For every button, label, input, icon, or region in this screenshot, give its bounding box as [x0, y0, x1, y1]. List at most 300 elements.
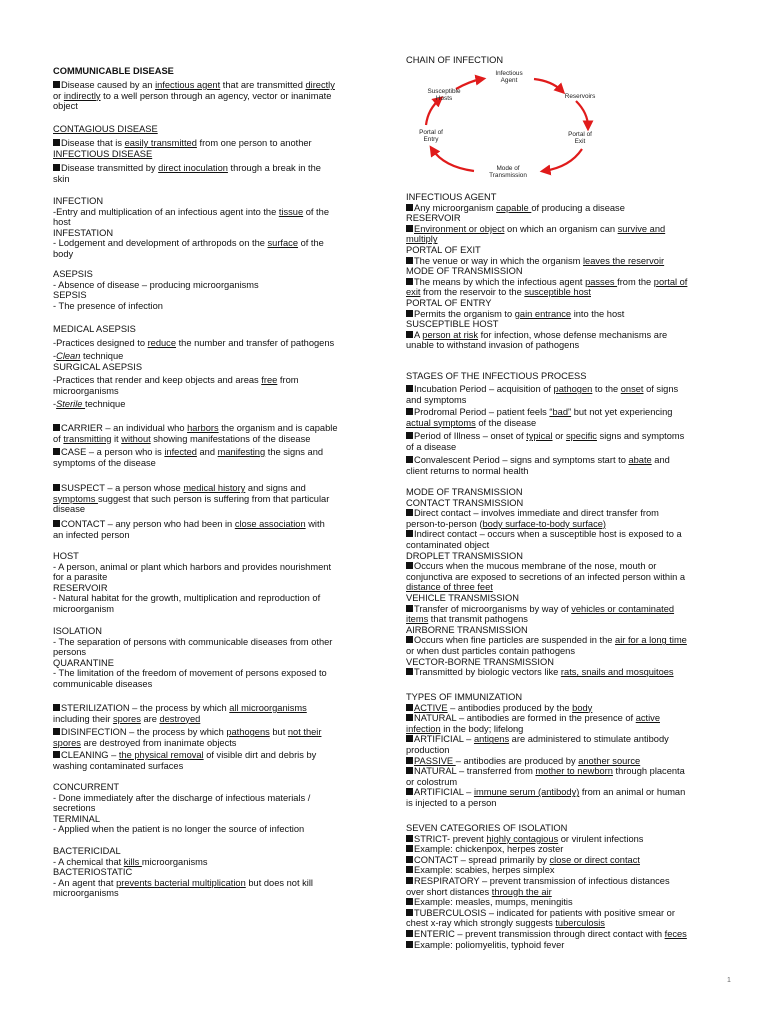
- bullet-square-icon: [406, 509, 413, 516]
- bullet-square-icon: [53, 424, 60, 431]
- text-run: but not yet experiencing: [571, 407, 673, 417]
- text-line: [406, 625, 730, 636]
- text-run: HOST: [53, 551, 79, 561]
- bullet-square-icon: [406, 714, 413, 721]
- left-block: [53, 727, 371, 748]
- text-run: rats, snails and mosquitoes: [560, 667, 674, 678]
- text-line: [53, 668, 371, 679]
- text-line: [406, 519, 730, 530]
- text-run: is injected to a person: [406, 797, 497, 808]
- text-run: the signs and: [265, 447, 324, 457]
- text-run: CLEANING –: [61, 750, 119, 760]
- text-line: [406, 442, 730, 453]
- text-line: [53, 269, 371, 280]
- text-run: gain entrance: [514, 308, 572, 319]
- text-line: [53, 217, 371, 228]
- text-run: DISINFECTION – the process by which: [61, 727, 227, 737]
- chain-of-infection-diagram: [404, 67, 604, 183]
- text-line: [406, 266, 730, 277]
- text-run: all microorganisms: [229, 703, 307, 713]
- text-run: RESERVOIR: [406, 213, 461, 224]
- text-run: SUSPECT – a person whose: [61, 483, 184, 493]
- text-line: [406, 551, 730, 562]
- text-run: that are transmitted: [220, 80, 306, 90]
- text-run: infection: [406, 723, 441, 734]
- text-run: of: [53, 433, 64, 444]
- text-run: prevents bacterial multiplication: [116, 877, 246, 888]
- text-line: [53, 290, 371, 301]
- text-line: [406, 657, 730, 668]
- text-line: [53, 80, 371, 91]
- text-line: [406, 192, 730, 203]
- bullet-square-icon: [406, 845, 413, 852]
- text-line: [53, 637, 371, 648]
- text-line: [406, 572, 730, 583]
- text-run: STAGES OF THE INFECTIOUS PROCESS: [406, 371, 587, 381]
- text-run: A: [414, 329, 423, 340]
- bullet-square-icon: [53, 751, 60, 758]
- text-line: [53, 301, 371, 312]
- text-line: [406, 431, 730, 442]
- text-run: ACTIVE: [414, 702, 448, 713]
- text-run: production: [406, 744, 450, 755]
- bullet-square-icon: [406, 225, 413, 232]
- text-run: RESERVOIR: [53, 582, 108, 593]
- text-line: [53, 888, 371, 899]
- text-line: [53, 738, 371, 749]
- text-line: [406, 604, 730, 615]
- text-line: [406, 834, 730, 845]
- text-line: [53, 593, 371, 604]
- text-run: Disease caused by an: [61, 80, 156, 90]
- bullet-square-icon: [53, 704, 60, 711]
- text-line: [53, 174, 371, 185]
- text-line: [406, 734, 730, 745]
- text-run: INFECTIOUS DISEASE: [53, 148, 153, 159]
- text-run: spores: [112, 713, 141, 724]
- text-run: of the: [298, 238, 324, 249]
- text-line: [406, 756, 730, 767]
- text-run: INFECTION: [53, 196, 104, 206]
- text-line: [53, 423, 371, 434]
- text-line: [53, 362, 371, 373]
- text-run: from the: [617, 276, 654, 287]
- text-run: passes: [585, 276, 618, 287]
- bullet-square-icon: [406, 530, 413, 537]
- text-line: [53, 324, 371, 335]
- bullet-square-icon: [406, 866, 413, 873]
- right-block: [406, 407, 730, 428]
- bullet-square-icon: [406, 668, 413, 675]
- text-run: mother to newborn: [535, 766, 613, 777]
- node-mode-of-transmission: Mode of Transmission: [489, 165, 527, 179]
- bullet-square-icon: [53, 139, 60, 146]
- text-run: Occurs when the mucous membrane of the nose, mouth or: [414, 561, 657, 572]
- text-line: [406, 929, 730, 940]
- text-run: Permits the organism to: [414, 308, 515, 319]
- text-run: object: [53, 101, 78, 112]
- text-run: MEDICAL ASEPSIS: [53, 324, 136, 334]
- text-run: and: [651, 455, 670, 465]
- text-line: [406, 298, 730, 309]
- text-line: [53, 163, 371, 174]
- text-run: directly: [305, 80, 335, 90]
- text-run: STRICT- prevent: [414, 833, 487, 844]
- text-line: [406, 371, 730, 382]
- text-line: [406, 908, 730, 919]
- bullet-square-icon: [406, 835, 413, 842]
- text-run: microorganism: [53, 603, 114, 614]
- text-line: [53, 434, 371, 445]
- text-run: of signs: [643, 384, 679, 394]
- text-run: destroyed: [159, 713, 201, 724]
- text-line: [406, 466, 730, 477]
- text-run: microorganisms: [53, 385, 119, 396]
- text-run: - Absence of disease – producing microorganisms: [53, 279, 259, 290]
- text-line: [53, 878, 371, 889]
- text-run: not their: [287, 727, 322, 737]
- text-line: [53, 530, 371, 541]
- bullet-square-icon: [406, 704, 413, 711]
- text-run: of the: [303, 206, 329, 217]
- bullet-square-icon: [53, 164, 60, 171]
- text-run: person-to-person (: [406, 518, 483, 529]
- text-run: the physical removal: [118, 750, 204, 760]
- page-number: 1: [727, 977, 731, 984]
- text-line: [406, 234, 730, 245]
- text-run: for infection, whose defense mechanisms are: [478, 329, 668, 340]
- text-line: [53, 583, 371, 594]
- text-run: leaves the reservoir: [582, 255, 665, 266]
- text-run: from: [277, 375, 299, 385]
- text-line: [53, 207, 371, 218]
- text-run: - Applied when the patient is no longer the source of infection: [53, 824, 305, 835]
- bullet-square-icon: [406, 909, 413, 916]
- text-run: AIRBORNE TRANSMISSION: [406, 624, 528, 635]
- text-run: COMMUNICABLE DISEASE: [53, 66, 174, 76]
- text-line: [53, 846, 371, 857]
- text-line: [406, 897, 730, 908]
- text-run: VECTOR-BORNE TRANSMISSION: [406, 656, 554, 667]
- text-line: [53, 196, 371, 207]
- text-run: communicable diseases: [53, 678, 153, 689]
- text-line: [406, 777, 730, 788]
- text-line: [406, 865, 730, 876]
- text-run: Clean: [56, 351, 81, 361]
- left-block: [53, 324, 371, 335]
- text-run: person at risk: [422, 329, 479, 340]
- text-run: - The limitation of the freedom of movement of persons exposed to: [53, 668, 327, 679]
- text-run: -: [53, 399, 57, 409]
- text-line: [406, 309, 730, 320]
- text-line: [53, 793, 371, 804]
- text-run: BACTERICIDAL: [53, 846, 121, 856]
- bullet-square-icon: [406, 877, 413, 884]
- text-run: chest x-ray which strongly suggests: [406, 918, 556, 929]
- text-run: free: [261, 375, 278, 385]
- text-run: through a break in the: [227, 163, 321, 173]
- node-infectious-agent: Infectious Agent: [495, 70, 523, 84]
- text-run: over short distances: [406, 886, 492, 897]
- text-run: ARTIFICIAL –: [414, 734, 474, 745]
- text-run: portal of: [653, 276, 688, 287]
- text-run: - An agent that: [53, 877, 117, 888]
- text-run: Example: chickenpox, herpes zoster: [414, 844, 564, 855]
- left-block: [53, 782, 371, 835]
- text-line: [406, 940, 730, 951]
- text-run: infectious agent: [155, 80, 221, 90]
- text-line: [406, 855, 730, 866]
- text-run: spores: [53, 737, 81, 748]
- text-line: [53, 750, 371, 761]
- text-line: [406, 277, 730, 288]
- text-run: onset: [620, 384, 644, 394]
- text-run: close association: [234, 519, 306, 529]
- text-run: showing manifestations of the disease: [150, 433, 311, 444]
- text-line: [53, 761, 371, 772]
- text-run: typical: [526, 431, 553, 441]
- text-run: suggest that such person is suffering from that particular: [97, 493, 330, 504]
- text-run: symptoms of the disease: [53, 457, 156, 468]
- text-run: Example: poliomyelitis, typhoid fever: [414, 939, 565, 950]
- text-run: infected: [164, 447, 197, 457]
- text-line: [406, 876, 730, 887]
- text-line: [53, 814, 371, 825]
- text-line: [53, 679, 371, 690]
- text-run: Period of Illness – onset of: [414, 431, 527, 441]
- left-block: [53, 423, 371, 444]
- text-run: of the disease: [475, 417, 537, 428]
- text-run: The means by which the infectious agent: [414, 276, 586, 287]
- text-line: [406, 703, 730, 714]
- bullet-square-icon: [406, 941, 413, 948]
- text-run: -Entry and multiplication of an infectious agent into the: [53, 206, 279, 217]
- text-run: INFESTATION: [53, 227, 114, 238]
- text-line: [406, 330, 730, 341]
- bullet-square-icon: [406, 408, 413, 415]
- text-run: and symptoms: [406, 394, 467, 405]
- left-block: [53, 138, 371, 159]
- text-run: CONTACT – spread primarily by: [414, 854, 550, 865]
- text-run: secretions: [53, 803, 96, 814]
- text-line: [406, 203, 730, 214]
- text-run: another source: [578, 755, 641, 766]
- text-line: [53, 447, 371, 458]
- text-run: surface: [267, 238, 298, 249]
- text-run: conjunctiva are exposed to secretions of an infected person within a: [406, 571, 686, 582]
- text-run: antigens: [473, 734, 510, 745]
- right-block: [406, 371, 730, 382]
- text-run: Indirect contact – occurs when a susceptible host is exposed to a: [414, 529, 682, 540]
- text-line: [406, 593, 730, 604]
- text-run: from the reservoir to the: [420, 287, 525, 298]
- right-block: [406, 823, 730, 950]
- text-run: or: [53, 90, 64, 101]
- left-block: [53, 703, 371, 724]
- text-run: exit: [406, 287, 421, 298]
- text-run: PASSIVE: [414, 755, 456, 766]
- text-line: [53, 458, 371, 469]
- text-line: [406, 724, 730, 735]
- text-run: body: [572, 702, 593, 713]
- arrow-mode-to-entry: [432, 149, 474, 171]
- text-line: [53, 238, 371, 249]
- text-run: active: [635, 713, 660, 724]
- text-run: the number and transfer of pathogens: [176, 338, 335, 348]
- text-run: ARTIFICIAL –: [414, 787, 474, 798]
- text-run: vehicles or contaminated: [571, 603, 675, 614]
- text-run: it: [111, 433, 122, 444]
- left-block: [53, 375, 371, 396]
- text-run: – antibodies produced by the: [447, 702, 573, 713]
- left-block: [53, 269, 371, 311]
- text-run: without: [121, 433, 151, 444]
- text-run: unable to withstand invasion of pathogens: [406, 340, 580, 351]
- text-line: [53, 626, 371, 637]
- text-run: CONTACT – any person who had been in: [61, 519, 235, 529]
- bullet-square-icon: [53, 520, 60, 527]
- text-run: TUBERCULOSIS – indicated for patients with positive smear or: [414, 907, 675, 918]
- left-block: [53, 66, 371, 77]
- text-line: [53, 658, 371, 669]
- text-run: host: [53, 217, 71, 228]
- text-run: - The separation of persons with communicable diseases from other: [53, 636, 333, 647]
- text-line: [406, 287, 730, 298]
- text-line: [53, 91, 371, 102]
- text-run: CHAIN OF INFECTION: [406, 55, 504, 65]
- bullet-square-icon: [406, 856, 413, 863]
- text-run: BACTERIOSTATIC: [53, 867, 133, 878]
- text-run: or virulent infections: [558, 833, 644, 844]
- text-run: into the host: [571, 308, 625, 319]
- text-line: [406, 384, 730, 395]
- arrow-exit-to-mode: [544, 149, 582, 171]
- text-line: [406, 395, 730, 406]
- text-line: [406, 823, 730, 834]
- text-run: Environment or object: [414, 223, 505, 234]
- text-line: [406, 418, 730, 429]
- text-run: or: [552, 431, 566, 441]
- text-line: [406, 487, 730, 498]
- text-run: -Practices designed to: [53, 338, 148, 348]
- text-line: [406, 766, 730, 777]
- text-line: [53, 867, 371, 878]
- text-run: Example: measles, mumps, meningitis: [414, 897, 573, 908]
- text-line: [53, 399, 371, 410]
- text-run: an infected person: [53, 529, 130, 540]
- text-run: QUARANTINE: [53, 657, 114, 668]
- text-run: VEHICLE TRANSMISSION: [406, 592, 519, 603]
- text-line: [406, 529, 730, 540]
- text-run: or when dust particles contain pathogens: [406, 645, 576, 656]
- bullet-square-icon: [406, 310, 413, 317]
- left-block: [53, 846, 371, 899]
- right-block: [406, 692, 730, 809]
- text-run: Any microorganism: [414, 202, 497, 213]
- text-run: contaminated object: [406, 539, 490, 550]
- text-line: [406, 498, 730, 509]
- text-line: [406, 918, 730, 929]
- left-block: [53, 483, 371, 515]
- text-run: that transmit pathogens: [428, 614, 528, 625]
- text-run: CASE – a person who is: [61, 447, 165, 457]
- text-line: [406, 614, 730, 625]
- text-run: with: [305, 519, 325, 529]
- text-run: SEPSIS: [53, 290, 87, 301]
- text-line: [53, 504, 371, 515]
- text-run: of a disease: [406, 441, 457, 452]
- text-line: [53, 803, 371, 814]
- text-run: NATURAL – transferred from: [414, 766, 536, 777]
- text-run: persons: [53, 647, 87, 658]
- text-line: [406, 561, 730, 572]
- text-line: [53, 572, 371, 583]
- text-run: easily transmitted: [124, 138, 197, 148]
- text-run: direct inoculation: [158, 163, 228, 173]
- right-block: [406, 455, 730, 476]
- arrow-reservoirs-to-exit: [576, 101, 588, 127]
- text-run: disease: [53, 504, 86, 515]
- text-run: tuberculosis: [555, 918, 605, 929]
- text-run: - Natural habitat for the growth, multiplication and reproduction of: [53, 593, 321, 604]
- text-run: from an animal or human: [579, 787, 686, 798]
- text-line: [406, 844, 730, 855]
- text-run: are destroyed from inanimate objects: [80, 737, 237, 748]
- text-run: to a well person through an agency, vector or inanimate: [100, 90, 332, 101]
- text-run: SEVEN CATEGORIES OF ISOLATION: [406, 823, 568, 833]
- text-run: – antibodies are produced by: [455, 755, 579, 766]
- left-block: [53, 351, 371, 372]
- left-block: [53, 338, 371, 349]
- text-run: capable: [496, 202, 532, 213]
- text-run: microorganisms: [141, 856, 208, 867]
- text-line: [53, 66, 371, 77]
- text-run: kills: [123, 856, 142, 867]
- text-run: CONCURRENT: [53, 782, 120, 792]
- text-run: abate: [628, 455, 652, 465]
- text-run: CONTACT TRANSMISSION: [406, 497, 524, 508]
- text-run: microorganisms: [53, 888, 119, 899]
- text-line: [406, 407, 730, 418]
- text-run: through placenta: [612, 766, 685, 777]
- right-block: [406, 55, 730, 66]
- text-run: RESPIRATORY – prevent transmission of infectious distances: [414, 875, 670, 886]
- text-run: pathogens: [226, 727, 270, 737]
- text-line: [406, 55, 730, 66]
- text-run: in the body; lifelong: [440, 723, 524, 734]
- node-susceptible-hosts: Susceptible Hosts: [427, 88, 461, 102]
- text-line: [406, 798, 730, 809]
- bullet-square-icon: [53, 484, 60, 491]
- text-line: [53, 857, 371, 868]
- text-run: - Done immediately after the discharge of infectious materials /: [53, 792, 311, 803]
- text-run: Occurs when fine particles are suspended in the: [414, 635, 616, 646]
- text-run: client returns to normal health: [406, 465, 529, 476]
- text-run: SURGICAL ASEPSIS: [53, 361, 143, 372]
- text-run: but: [269, 727, 288, 737]
- right-block: [406, 384, 730, 405]
- text-run: Prodromal Period – patient feels: [414, 407, 550, 417]
- text-line: [406, 887, 730, 898]
- bullet-square-icon: [406, 767, 413, 774]
- text-run: and: [196, 447, 218, 457]
- text-run: multiply: [406, 234, 438, 245]
- bullet-square-icon: [406, 257, 413, 264]
- text-line: [53, 124, 371, 135]
- left-block: [53, 399, 371, 410]
- text-line: [53, 727, 371, 738]
- text-run: body: [53, 248, 74, 259]
